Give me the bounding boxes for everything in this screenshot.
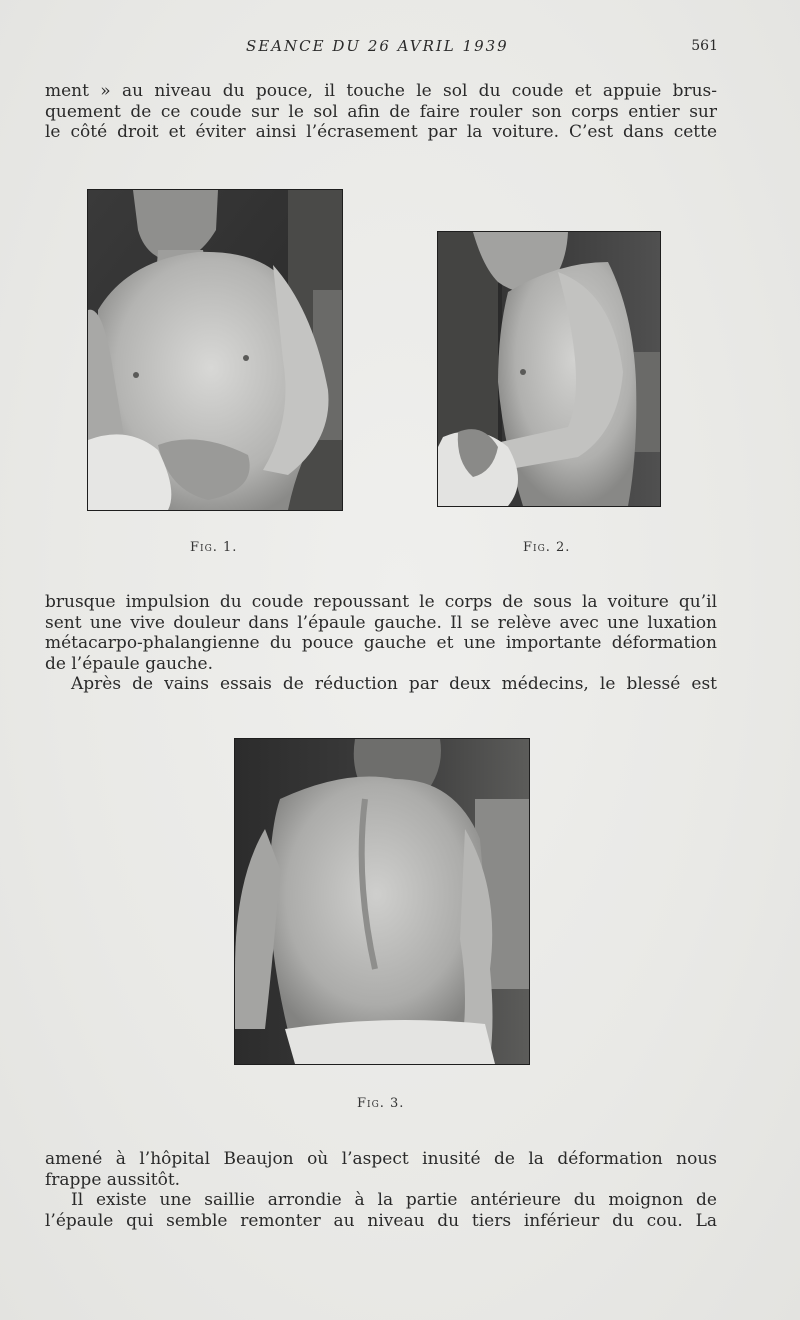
text-line: sent une vive douleur dans l’épaule gauche. Il se relève avec une luxation: [45, 612, 717, 633]
paragraph-3: [45, 674, 717, 695]
text-line: frappe aussitôt.: [45, 1169, 181, 1190]
text-line: quement de ce coude sur le sol afin de faire rouler son corps entier sur: [45, 101, 717, 122]
text-line: l’épaule qui semble remonter au niveau du tiers inférieur du cou. La: [45, 1210, 717, 1231]
text-line: Après de vains essais de réduction par deux médecins, le blessé est: [71, 674, 717, 694]
paragraph-2: [45, 592, 717, 674]
text-line: brusque impulsion du coude repoussant le corps de sous la voiture qu’il: [45, 592, 717, 612]
text-line: Il existe une saillie arrondie à la partie antérieure du moignon de: [71, 1190, 717, 1210]
text-line: amené à l’hôpital Beaujon où l’aspect inusité de la déformation nous: [45, 1149, 717, 1169]
text-line: de l’épaule gauche.: [45, 653, 214, 674]
page-number: 561: [691, 38, 718, 54]
text-line: métacarpo-phalangienne du pouce gauche et une importante déformation: [45, 633, 717, 653]
paragraph-1: [45, 81, 717, 143]
figure-1-photo: [88, 190, 342, 510]
figure-2-caption: Fig. 2.: [523, 540, 571, 555]
running-header: [0, 36, 800, 60]
text-line: le côté droit et éviter ainsi l’écrasement par la voiture. C’est dans cette: [45, 122, 717, 142]
figure-1-caption: Fig. 1.: [190, 540, 238, 555]
figure-2-photo: [438, 232, 660, 506]
figure-3-caption: Fig. 3.: [357, 1096, 405, 1111]
paragraph-4: [45, 1149, 717, 1190]
text-line: ment » au niveau du pouce, il touche le sol du coude et appuie brus-: [45, 81, 717, 101]
header-title: SEANCE DU 26 AVRIL 1939: [246, 37, 509, 55]
figure-3-photo: [235, 739, 529, 1064]
paragraph-5: [45, 1190, 717, 1231]
